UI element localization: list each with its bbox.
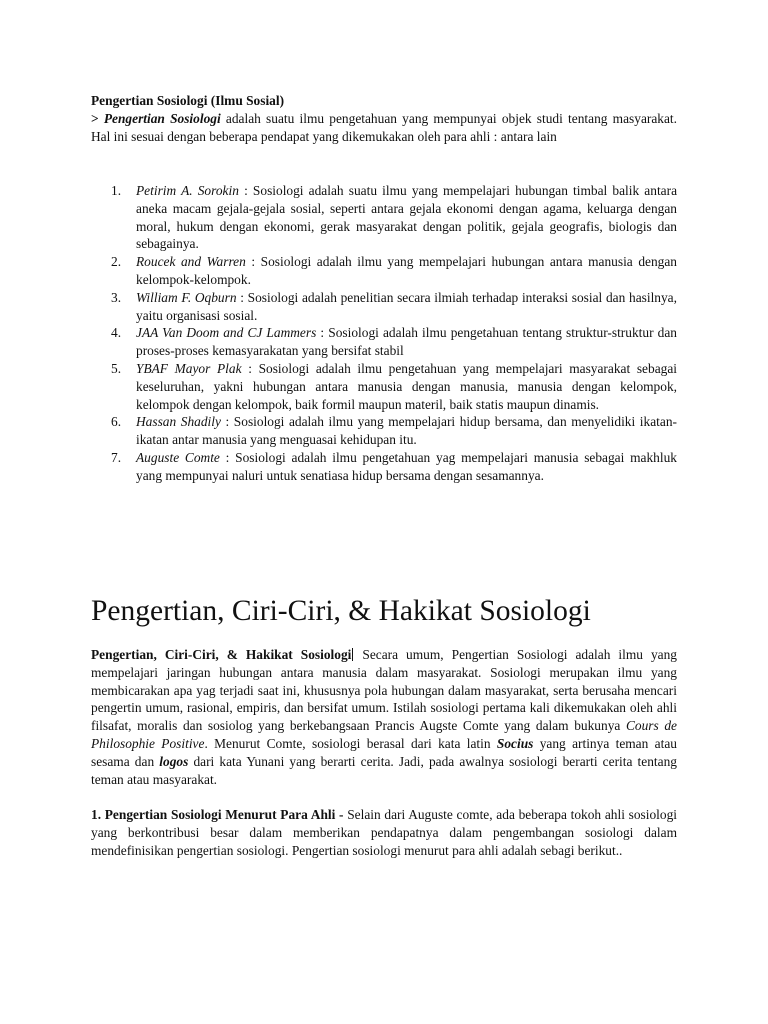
definitions-list	[91, 182, 677, 485]
term-logos: logos	[159, 753, 189, 769]
section-heading: Pengertian, Ciri-Ciri, & Hakikat Sosiologi	[91, 595, 591, 627]
list-item: 6. Hassan Shadily : Sosiologi adalah ilmu yang mempelajari hidup bersama, dan menyelidiki ikatan-ikatan antar manusia yang menguasai kehidupan itu.	[111, 414, 677, 448]
para2-bold-lead: 1. Pengertian Sosiologi Menurut Para Ahli -	[91, 807, 344, 822]
expert-name: YBAF Mayor Plak	[136, 360, 242, 376]
para2-text: Selain dari Auguste comte, ada beberapa tokoh ahli sosiologi yang berkontribusi besar dalam memberikan pendapatnya dalam pengembangan sosiologi dalam mendefinisikan pengertian sosiologi. Pengertian sosiologi menurut para ahli adalah sebagi berikut..	[91, 807, 677, 858]
definition-text: : Sosiologi adalah ilmu pengetahuan yag mempelajari manusia sebagai makhluk yang mempunyai naluri untuk senatiasa hidup bersama dengan sesamannya.	[136, 449, 677, 483]
term-socius: Socius	[496, 735, 534, 751]
book-title: Cours de Philosophie Positive	[91, 718, 677, 751]
lead-text: adalah suatu ilmu pengetahuan yang mempunyai objek studi tentang masyarakat. Hal ini sesuai dengan beberapa pendapat yang dikemukakan oleh para ahli : antara lain	[91, 110, 678, 144]
definition-text: : Sosiologi adalah ilmu yang mempelajari hidup bersama, dan menyelidiki ikatan-ikatan antar manusia yang menguasai kehidupan itu.	[136, 414, 677, 448]
section-paragraph-1: Pengertian, Ciri-Ciri, & Hakikat Sosiologi Secara umum, Pengertian Sosiologi adalah ilmu yang mempelajari jaringan hubungan antara manusia dalam masyarakat. Sosiologi merupakan ilmu yang membicarakan apa yag terjadi saat ini, khususnya pola hubungan dalam masyarakat, serta berusaha mencari pengertin umum, rasional, empiris, dan bersifat umum. Istilah sosiologi pertama kali dikemukakan oleh ahli filsafat, moralis dan sosiolog yang berkebangsaan Prancis Augste Comte yang dalam bukunya Cours de Philosophie Positive. Menurut Comte, sosiologi berasal dari kata latin Socius yang artinya teman atau sesama dan logos dari kata Yunani yang berarti cerita. Jadi, pada awalnya sosiologi berarti cerita tentang teman atau masyarakat.	[91, 647, 677, 787]
intro-title: Pengertian Sosiologi (Ilmu Sosial)	[91, 93, 285, 108]
list-item: 1. Petirim A. Sorokin : Sosiologi adalah suatu ilmu yang mempelajari hubungan timbal balik antara aneka macam gejala-gejala sosial, seperti antara gejala ekonomi dengan agama, keluarga dengan moral, hukum dengan ekonomi, gerak masyarakat dengan politik, gejala geografis, biologis dan sebagainya.	[111, 183, 678, 252]
definition-text: : Sosiologi adalah ilmu yang mempelajari hubungan antara manusia dengan kelompok-kelompok.	[136, 254, 677, 287]
intro-paragraph	[91, 110, 677, 146]
expert-name: Roucek and Warren	[136, 254, 246, 270]
list-item: 4. JAA Van Doom and CJ Lammers : Sosiologi adalah ilmu pengetahuan tentang struktur-struktur dan proses-proses kemasyarakatan yang bersifat stabil	[111, 325, 677, 359]
intro-block	[91, 92, 677, 145]
expert-name: Hassan Shadily	[136, 414, 221, 430]
para1-bold-lead: Pengertian, Ciri-Ciri, & Hakikat Sosiologi	[91, 647, 352, 662]
expert-name: JAA Van Doom and CJ Lammers	[136, 325, 317, 341]
definition-text: : Sosiologi adalah ilmu pengetahuan yang mempelajari masyarakat sebagai keseluruhan, yakni hubungan antara manusia dengan manusia, manusia dengan kelompok, kelompok dengan kelompok, baik formil maupun materil, baik statis maupun dinamis.	[136, 360, 677, 412]
definition-text: : Sosiologi adalah penelitian secara ilmiah terhadap interaksi sosial dan hasilnya, yaitu organisasi sosial.	[136, 289, 677, 323]
definition-text: : Sosiologi adalah ilmu pengetahuan tentang struktur-struktur dan proses-proses kemasyarakatan yang bersifat stabil	[136, 325, 677, 359]
expert-name: Petirim A. Sorokin	[136, 183, 239, 198]
lead-marker: >	[91, 110, 99, 126]
list-item: 7. Auguste Comte : Sosiologi adalah ilmu pengetahuan yag mempelajari manusia sebagai makhluk yang mempunyai naluri untuk senatiasa hidup bersama dengan sesamannya.	[111, 449, 677, 483]
list-item: 2. Roucek and Warren : Sosiologi adalah ilmu yang mempelajari hubungan antara manusia dengan kelompok-kelompok.	[111, 254, 677, 287]
list-item: 3. William F. Oqburn : Sosiologi adalah penelitian secara ilmiah terhadap interaksi sosial dan hasilnya, yaitu organisasi sosial.	[111, 289, 677, 323]
lead-term: Pengertian Sosiologi	[103, 110, 221, 126]
definition-text: : Sosiologi adalah suatu ilmu yang mempelajari hubungan timbal balik antara aneka macam gejala-gejala sosial, seperti antara gejala ekonomi dengan agama, keluarga dengan moral, hukum dengan ekonomi, gerak masyarakat dengan politik, gejala geografis, biologis dan sebagainya.	[136, 183, 678, 252]
list-item: 5. YBAF Mayor Plak : Sosiologi adalah ilmu pengetahuan yang mempelajari masyarakat sebagai keseluruhan, yakni hubungan antara manusia dengan manusia, manusia dengan kelompok, kelompok dengan kelompok, baik formil maupun materil, baik statis maupun dinamis.	[111, 360, 677, 412]
expert-name: Auguste Comte	[136, 449, 220, 465]
expert-name: William F. Oqburn	[136, 289, 237, 305]
text-cursor	[352, 648, 353, 661]
section-paragraph-2	[91, 806, 677, 859]
